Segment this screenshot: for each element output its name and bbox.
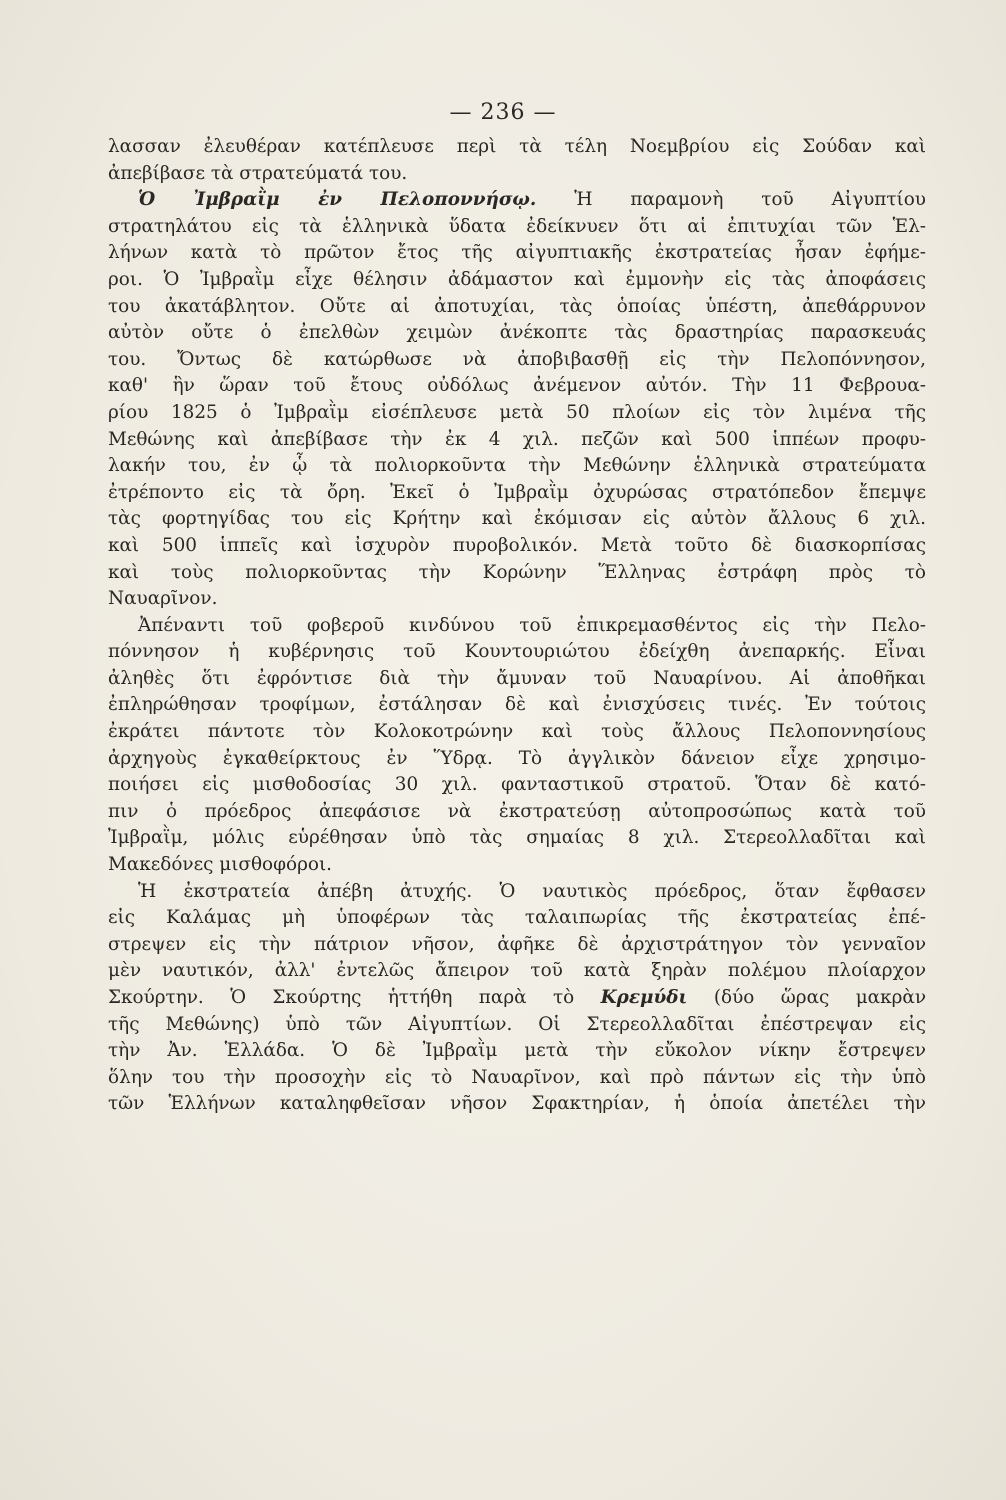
text-line	[108, 1091, 926, 1118]
text-segment: του. Ὄντως δὲ κατώρθωσε νὰ ἀποβιβασθῇ εἰς τὴν Πελοπόννησον,	[108, 348, 926, 370]
text-segment: λασσαν ἐλευθέραν κατέπλευσε περὶ τὰ τέλη Νοεμβρίου εἰς Σούδαν καὶ	[108, 136, 926, 157]
text-segment: ἐπληρώθησαν τροφίμων, ἐστάλησαν δὲ καὶ ἐνισχύσεις τινές. Ἐν τούτοις	[108, 694, 926, 716]
text-segment: Σκούρτην. Ὁ Σκούρτης ἡττήθη παρὰ τὸ	[108, 987, 601, 1008]
text-line	[108, 161, 926, 188]
text-line	[108, 267, 926, 294]
text-line	[108, 480, 926, 507]
text-segment: (δύο ὥρας μακρὰν	[687, 987, 926, 1008]
text-line	[108, 320, 926, 347]
text-segment: ρίου 1825 ὁ Ἰμβραῒμ εἰσέπλευσε μετὰ 50 πλοίων εἰς τὸν λιμένα τῆς	[108, 401, 926, 423]
text-segment: Ἡ παραμονὴ τοῦ Αἰγυπτίου	[536, 189, 926, 211]
text-line	[108, 214, 926, 241]
text-segment: τῆς Μεθώνης) ὑπὸ τῶν Αἰγυπτίων. Οἱ Στερεολλαδῖται ἐπέστρεψαν εἰς	[108, 1013, 926, 1035]
page-number: — 236 —	[449, 100, 557, 125]
text-segment: τὴν Ἀν. Ἑλλάδα. Ὁ δὲ Ἰμβραῒμ μετὰ τὴν εὔκολον νίκην ἔστρεψεν	[108, 1040, 926, 1062]
text-segment: του ἀκατάβλητον. Οὔτε αἱ ἀποτυχίαι, τὰς ὁποίας ὑπέστη, ἀπεθάρρυνον	[108, 295, 926, 317]
text-line	[108, 613, 926, 640]
text-line	[108, 1065, 926, 1092]
body-text	[108, 134, 926, 1118]
text-segment: τὰς φορτηγίδας του εἰς Κρήτην καὶ ἐκόμισαν εἰς αὐτὸν ἄλλους 6 χιλ.	[108, 508, 926, 530]
text-line	[108, 400, 926, 427]
text-segment: ροι. Ὁ Ἰμβραῒμ εἶχε θέλησιν ἀδάμαστον καὶ ἐμμονὴν εἰς τὰς ἀποφάσεις	[108, 268, 926, 290]
text-segment: λήνων κατὰ τὸ πρῶτον ἔτος τῆς αἰγυπτιακῆς ἐκστρατείας ἦσαν ἐφήμε-	[108, 242, 926, 264]
text-line	[108, 932, 926, 959]
text-segment: ἀπεβίβασε τὰ στρατεύματά του.	[108, 162, 408, 184]
text-segment: στρεψεν εἰς τὴν πάτριον νῆσον, ἀφῆκε δὲ ἀρχιστράτηγον τὸν γενναῖον	[108, 933, 926, 955]
text-segment: καθ' ἣν ὥραν τοῦ ἔτους οὐδόλως ἀνέμενον αὐτόν. Τὴν 11 Φεβρουα-	[108, 375, 926, 397]
text-line	[108, 187, 926, 214]
text-line	[108, 985, 926, 1012]
text-line	[108, 294, 926, 321]
text-segment: τῶν Ἑλλήνων καταληφθεῖσαν νῆσον Σφακτηρίαν, ἡ ὁποία ἀπετέλει τὴν	[108, 1093, 926, 1115]
text-line	[108, 746, 926, 773]
text-segment: ἀληθὲς ὅτι ἐφρόντισε διὰ τὴν ἄμυναν τοῦ Ναυαρίνου. Αἱ ἀποθῆκαι	[108, 667, 926, 689]
text-line	[108, 1012, 926, 1039]
text-segment: ποιήσει εἰς μισθοδοσίας 30 χιλ. φανταστικοῦ στρατοῦ. Ὅταν δὲ κατό-	[108, 774, 926, 796]
text-segment: καὶ τοὺς πολιορκοῦντας τὴν Κορώνην Ἕλληνας ἐστράφη πρὸς τὸ	[108, 561, 926, 583]
text-line	[108, 560, 926, 587]
text-segment: στρατηλάτου εἰς τὰ ἑλληνικὰ ὕδατα ἐδείκνυεν ὅτι αἱ ἐπιτυχίαι τῶν Ἑλ-	[108, 215, 926, 237]
text-segment: Ἡ ἐκστρατεία ἀπέβη ἀτυχής. Ὁ ναυτικὸς πρόεδρος, ὅταν ἔφθασεν	[138, 880, 926, 902]
text-segment: ἐκράτει πάντοτε τὸν Κολοκοτρώνην καὶ τοὺς ἄλλους Πελοποννησίους	[108, 721, 926, 743]
text-line	[108, 666, 926, 693]
text-line	[108, 533, 926, 560]
section-heading: Ὁ Ἰμβραῒμ ἐν Πελοποννήσῳ.	[138, 189, 537, 211]
text-segment: Μεθώνης καὶ ἀπεβίβασε τὴν ἐκ 4 χιλ. πεζῶν καὶ 500 ἱππέων προφυ-	[108, 428, 926, 450]
text-segment: ἀρχηγοὺς ἐγκαθείρκτους ἐν Ὕδρᾳ. Τὸ ἀγγλικὸν δάνειον εἶχε χρησιμο-	[108, 747, 926, 769]
text-segment: αὐτὸν οὔτε ὁ ἐπελθὼν χειμὼν ἀνέκοπτε τὰς δραστηρίας παρασκευάς	[108, 322, 926, 344]
text-line	[108, 799, 926, 826]
text-segment: Ναυαρῖνον.	[108, 588, 218, 610]
text-line	[108, 134, 926, 161]
text-line	[108, 905, 926, 932]
text-line	[108, 772, 926, 799]
text-line	[108, 879, 926, 906]
text-line	[108, 825, 926, 852]
emphasized-place-name: Κρεμύδι	[600, 987, 688, 1008]
text-segment: καὶ 500 ἱππεῖς καὶ ἰσχυρὸν πυροβολικόν. Μετὰ τοῦτο δὲ διασκορπίσας	[108, 534, 926, 556]
text-line	[108, 852, 926, 879]
text-line	[108, 373, 926, 400]
text-segment: πιν ὁ πρόεδρος ἀπεφάσισε νὰ ἐκστρατεύσῃ αὐτοπροσώπως κατὰ τοῦ	[108, 800, 926, 822]
text-segment: ἐτρέποντο εἰς τὰ ὄρη. Ἐκεῖ ὁ Ἰμβραῒμ ὀχυρώσας στρατόπεδον ἔπεμψε	[108, 481, 926, 503]
text-segment: λακήν του, ἐν ᾧ τὰ πολιορκοῦντα τὴν Μεθώνην ἑλληνικὰ στρατεύματα	[108, 455, 926, 477]
text-segment: Ἰμβραῒμ, μόλις εὑρέθησαν ὑπὸ τὰς σημαίας 8 χιλ. Στερεολλαδῖται καὶ	[108, 827, 926, 849]
text-line	[108, 453, 926, 480]
text-segment: Ἀπέναντι τοῦ φοβεροῦ κινδύνου τοῦ ἐπικρεμασθέντος εἰς τὴν Πελο-	[138, 614, 926, 636]
text-line	[108, 240, 926, 267]
text-line	[108, 506, 926, 533]
text-segment: μὲν ναυτικόν, ἀλλ' ἐντελῶς ἄπειρον τοῦ κατὰ ξηρὰν πολέμου πλοίαρχον	[108, 960, 926, 982]
text-line	[108, 347, 926, 374]
text-segment: ὅλην του τὴν προσοχὴν εἰς τὸ Ναυαρῖνον, καὶ πρὸ πάντων εἰς τὴν ὑπὸ	[108, 1066, 926, 1088]
text-line	[108, 427, 926, 454]
text-line	[108, 586, 926, 613]
text-line	[108, 719, 926, 746]
text-line	[108, 639, 926, 666]
text-segment: πόννησον ἡ κυβέρνησις τοῦ Κουντουριώτου ἐδείχθη ἀνεπαρκής. Εἶναι	[108, 641, 926, 663]
text-segment: Μακεδόνες μισθοφόροι.	[108, 854, 333, 876]
text-segment: εἰς Καλάμας μὴ ὑποφέρων τὰς ταλαιπωρίας τῆς ἐκστρατείας ἐπέ-	[108, 907, 926, 929]
text-line	[108, 958, 926, 985]
text-line	[108, 1038, 926, 1065]
text-line	[108, 692, 926, 719]
